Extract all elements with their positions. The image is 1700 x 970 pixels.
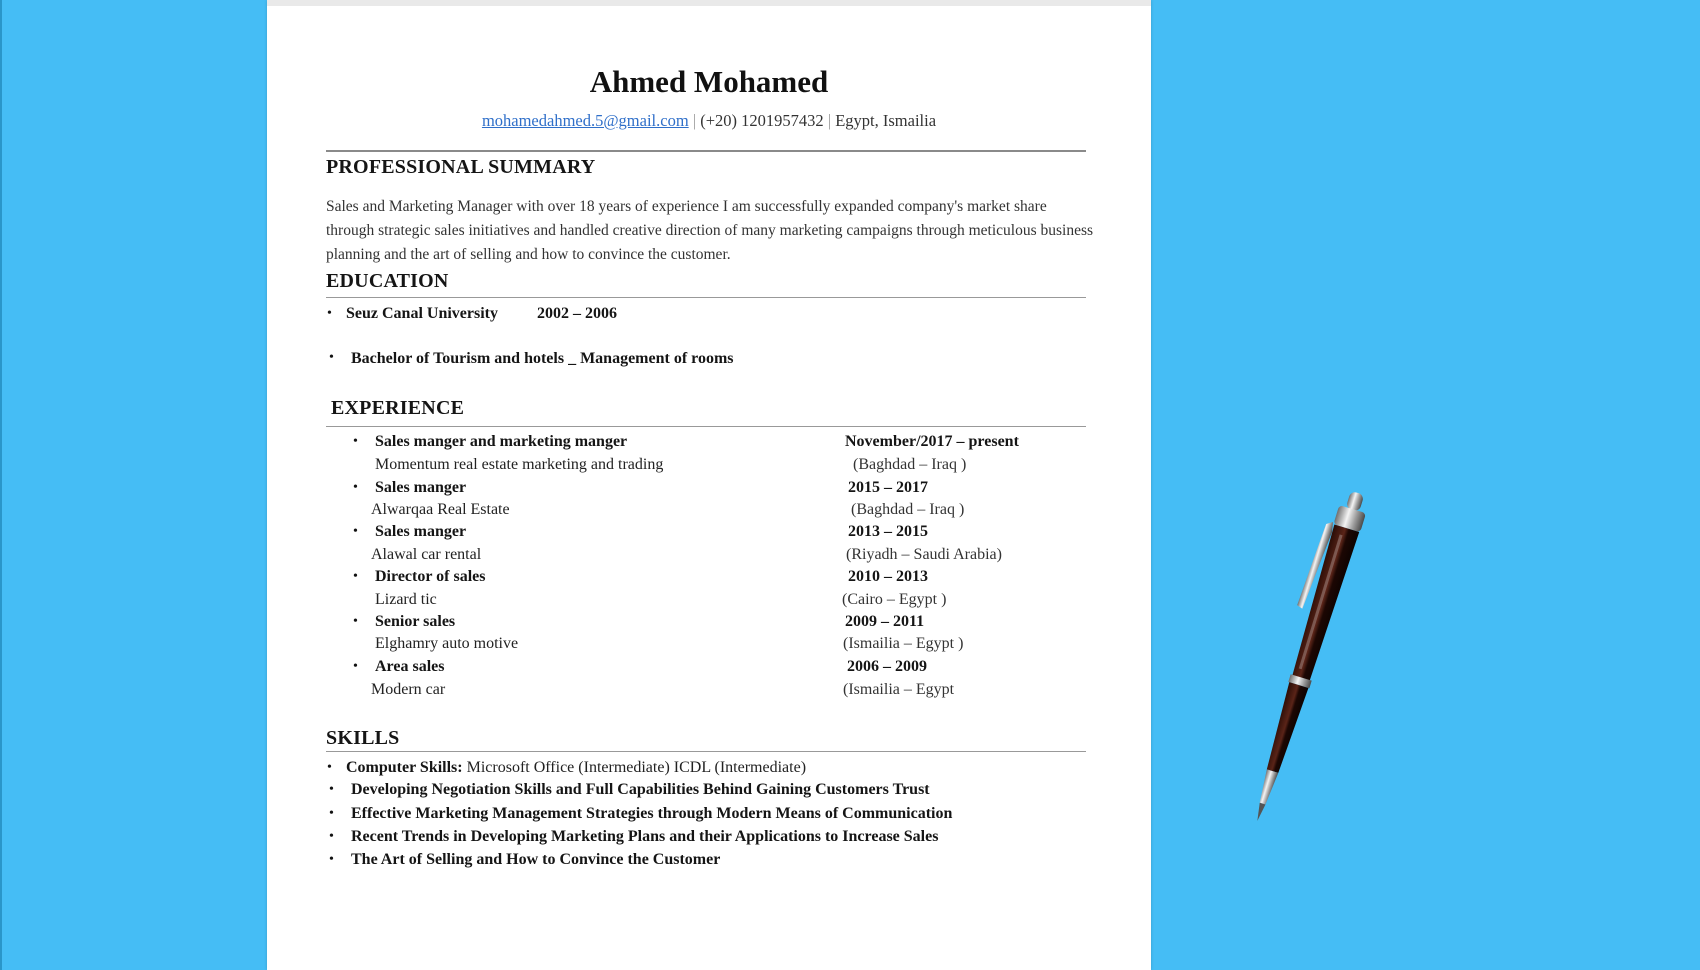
summary-text: Sales and Marketing Manager with over 18 years of experience I am successfully expanded company's market share through strategic sales initiatives and handled creative direction of many marketing campaigns through meticulous business planning and the art of selling and how to convince the customer. — [326, 198, 1094, 263]
company: Modern car — [371, 681, 446, 698]
header-divider — [326, 150, 1086, 152]
job-location: (Riyadh – Saudi Arabia) — [846, 546, 1002, 563]
company: Alwarqaa Real Estate — [371, 501, 510, 518]
bullet: • — [329, 782, 334, 797]
job-title: Director of sales — [375, 568, 486, 585]
education-divider — [326, 297, 1086, 298]
bullet: • — [329, 852, 334, 867]
job-location: (Baghdad – Iraq ) — [851, 501, 965, 518]
job-location: (Ismailia – Egypt ) — [843, 635, 964, 652]
skill-item: Effective Marketing Management Strategies through Modern Means of Communication — [351, 805, 953, 822]
resume-page — [267, 0, 1151, 970]
job-location: (Cairo – Egypt ) — [842, 591, 947, 608]
job-location: (Ismailia – Egypt — [843, 681, 955, 698]
job-title: Sales manger and marketing manger — [375, 433, 628, 450]
education-years: 2002 – 2006 — [537, 305, 617, 322]
bullet: • — [353, 524, 358, 539]
watermark-logo: خمسات — [748, 900, 915, 951]
job-dates: 2013 – 2015 — [848, 523, 928, 540]
resume-name: Ahmed Mohamed — [589, 64, 829, 99]
job-title: Senior sales — [375, 613, 456, 630]
bullet: • — [329, 806, 334, 821]
computer-skills-label: Computer Skills: — [346, 759, 463, 776]
skills-divider — [326, 751, 1086, 752]
phone-number: (+20) 1201957432 — [700, 111, 824, 130]
bullet: • — [329, 350, 334, 365]
skills-heading: SKILLS — [326, 727, 400, 749]
bullet: • — [327, 306, 332, 321]
company: Elghamry auto motive — [375, 635, 519, 652]
experience-heading: EXPERIENCE — [331, 397, 465, 419]
summary-heading: PROFESSIONAL SUMMARY — [326, 156, 596, 178]
experience-divider — [326, 426, 1086, 427]
email-link[interactable]: mohamedahmed.5@gmail.com — [481, 111, 689, 130]
job-dates: 2006 – 2009 — [847, 658, 927, 675]
screen-left-edge — [0, 0, 2, 970]
bullet: • — [353, 614, 358, 629]
job-title: Sales manger — [375, 523, 467, 540]
page-top-edge — [267, 0, 1151, 6]
company: Alawal car rental — [371, 546, 482, 563]
skill-item: The Art of Selling and How to Convince the Customer — [351, 851, 721, 868]
location: Egypt, Ismailia — [835, 111, 937, 130]
skill-item: Developing Negotiation Skills and Full Capabilities Behind Gaining Customers Trust — [351, 781, 930, 798]
company: Lizard tic — [375, 591, 437, 608]
pen-icon — [1220, 480, 1390, 850]
bullet: • — [329, 829, 334, 844]
bullet: • — [353, 434, 358, 449]
contact-separator: | — [823, 111, 836, 130]
job-title: Sales manger — [375, 479, 467, 496]
bullet: • — [353, 480, 358, 495]
contact-line — [267, 111, 1151, 131]
computer-skills-value: Microsoft Office (Intermediate) ICDL (Intermediate) — [462, 759, 807, 776]
university-name: Seuz Canal University — [346, 305, 498, 322]
degree: Bachelor of Tourism and hotels _ Management of rooms — [351, 350, 734, 367]
education-heading: EDUCATION — [326, 270, 449, 292]
job-dates: November/2017 – present — [845, 433, 1019, 450]
bullet: • — [353, 569, 358, 584]
job-dates: 2015 – 2017 — [848, 479, 928, 496]
computer-skills — [346, 759, 806, 777]
job-dates: 2010 – 2013 — [848, 568, 928, 585]
skill-item: Recent Trends in Developing Marketing Plans and their Applications to Increase Sales — [351, 828, 939, 845]
job-dates: 2009 – 2011 — [845, 613, 925, 630]
bullet: • — [353, 659, 358, 674]
job-location: (Baghdad – Iraq ) — [853, 456, 967, 473]
contact-separator: | — [688, 111, 701, 130]
bullet: • — [327, 760, 332, 775]
job-title: Area sales — [375, 658, 445, 675]
company: Momentum real estate marketing and trading — [375, 456, 664, 473]
